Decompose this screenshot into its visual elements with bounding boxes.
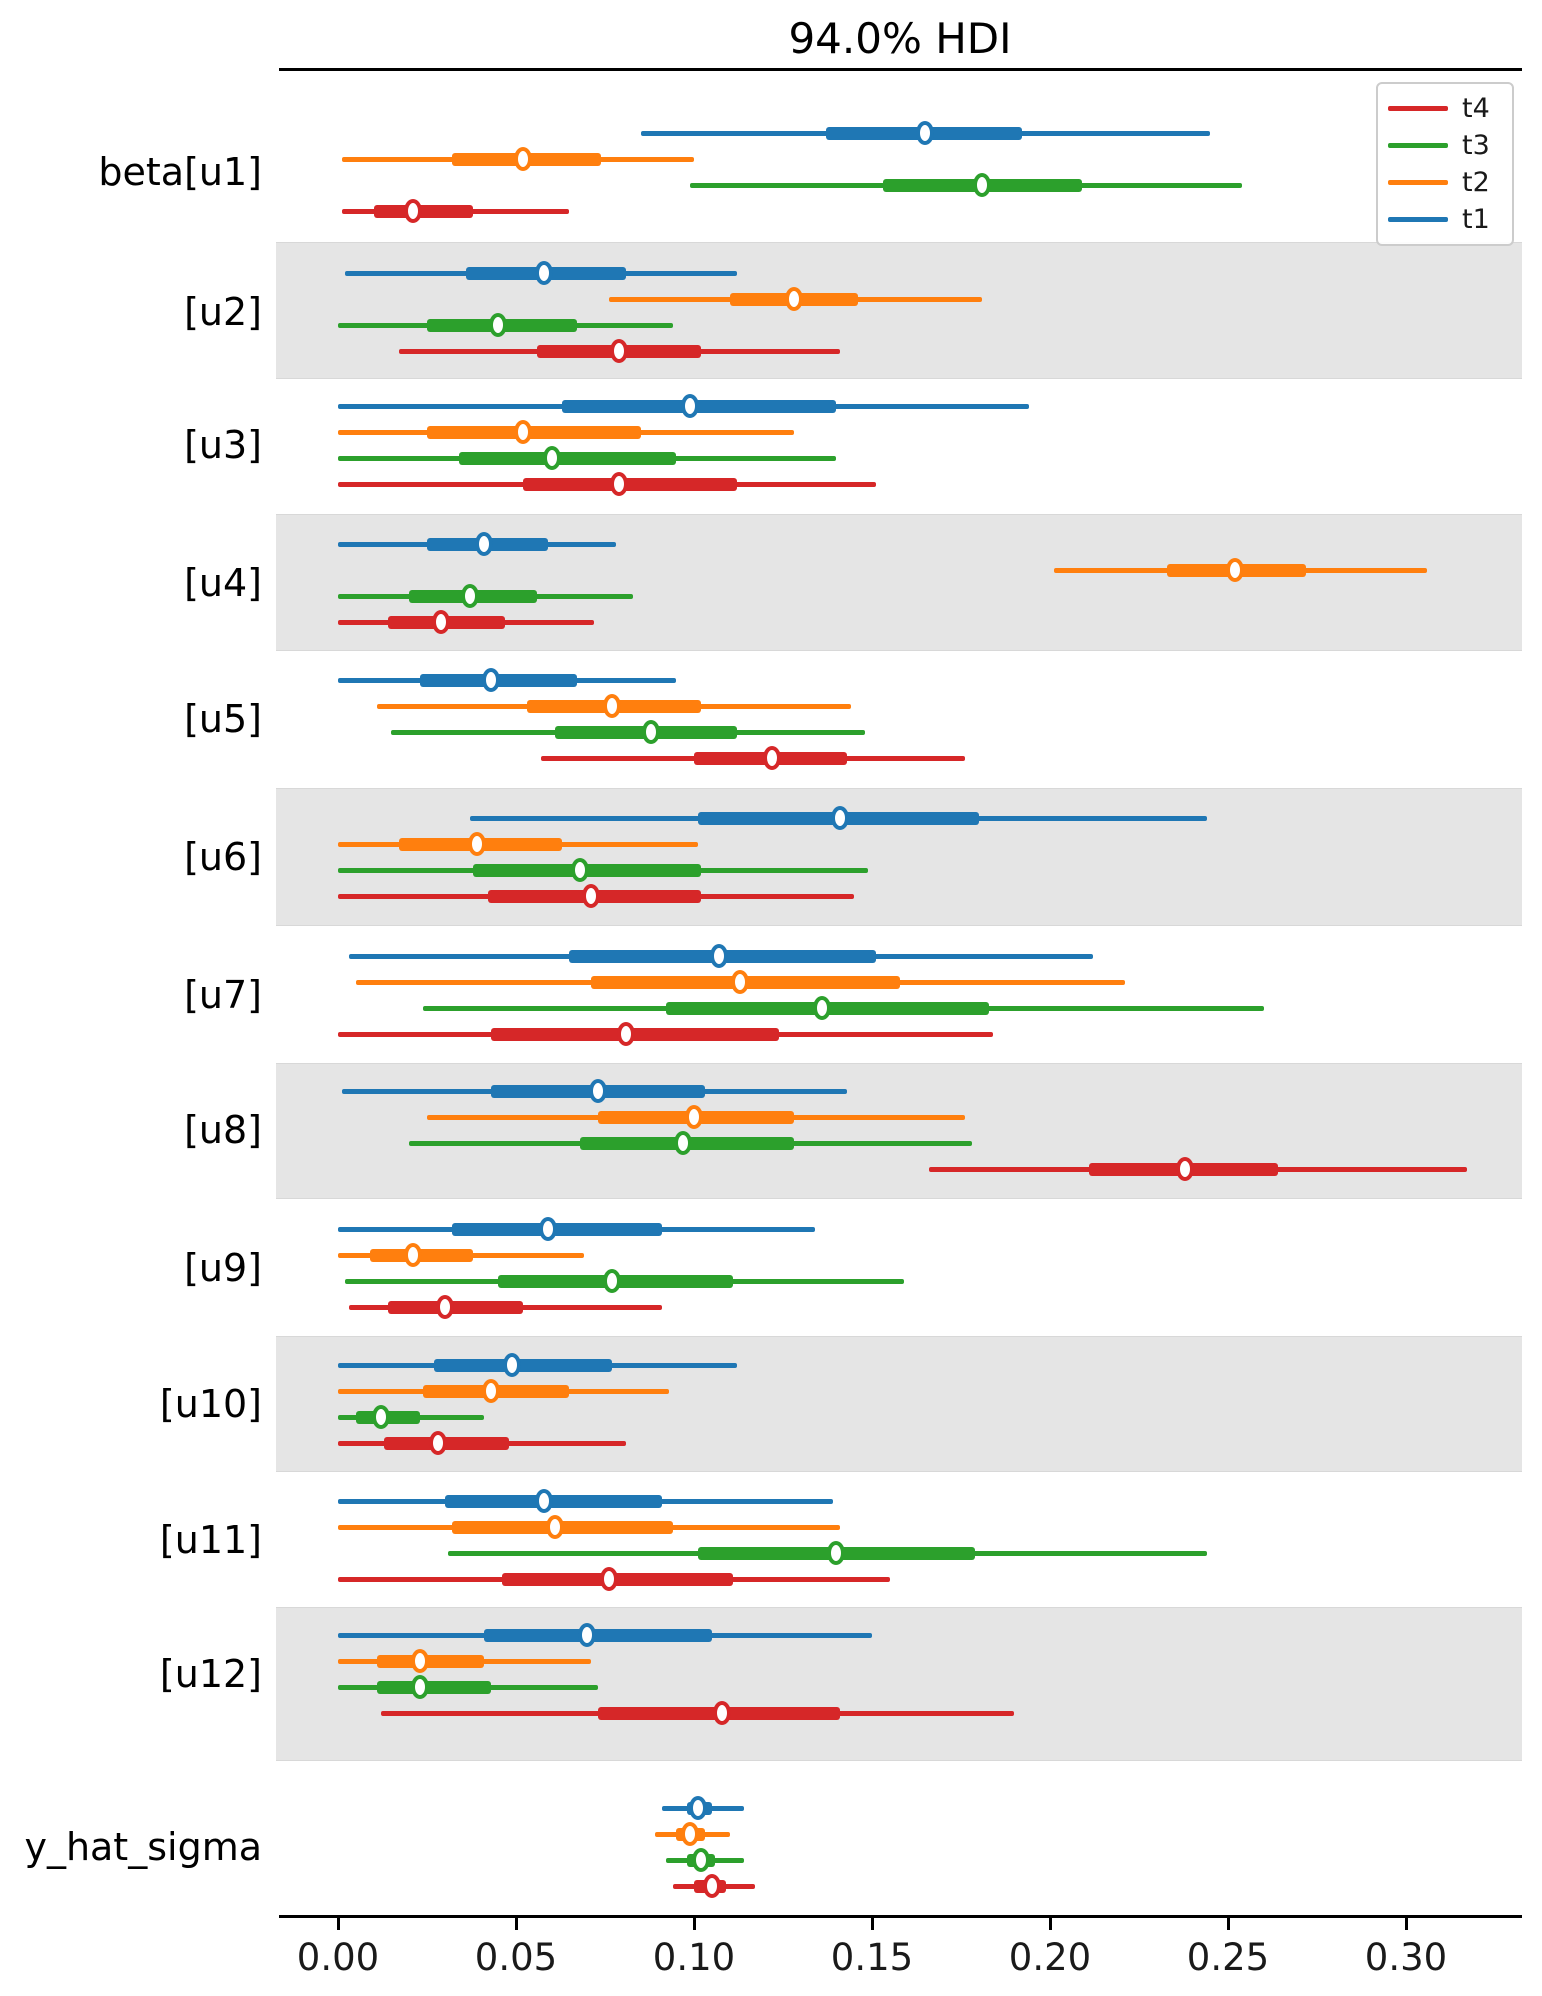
x-tick-label: 0.10: [652, 1936, 736, 1979]
y-axis-label: [u11]: [159, 1518, 262, 1562]
x-tick-label: 0.15: [830, 1936, 914, 1979]
legend-item: [1388, 132, 1502, 159]
legend-line-swatch: [1388, 180, 1448, 185]
y-axis-label: [u8]: [184, 1108, 262, 1152]
legend-item: [1388, 95, 1502, 122]
y-axis-label: [u5]: [184, 697, 262, 741]
legend-line-swatch: [1388, 143, 1448, 148]
y-axis-label: [u3]: [184, 423, 262, 467]
y-axis-label: [u10]: [159, 1382, 262, 1426]
legend-item: [1388, 169, 1502, 196]
legend-line-swatch: [1388, 106, 1448, 111]
legend: [1376, 82, 1514, 246]
legend-item: [1388, 206, 1502, 233]
x-tick-label: 0.25: [1186, 1936, 1270, 1979]
y-axis-label: beta[u1]: [98, 150, 262, 194]
x-tick-label: 0.00: [296, 1936, 380, 1979]
legend-label: t1: [1462, 204, 1490, 235]
chart-title: 94.0% HDI: [788, 14, 1012, 63]
legend-label: t4: [1462, 93, 1490, 124]
y-axis-label: y_hat_sigma: [24, 1825, 262, 1869]
x-tick-label: 0.20: [1008, 1936, 1092, 1979]
y-axis-label: [u9]: [184, 1246, 262, 1290]
legend-line-swatch: [1388, 217, 1448, 222]
x-tick-label: 0.05: [474, 1936, 558, 1979]
y-axis-label: [u12]: [159, 1652, 262, 1696]
x-tick-label: 0.30: [1364, 1936, 1448, 1979]
y-axis-label: [u4]: [184, 561, 262, 605]
legend-label: t3: [1462, 130, 1490, 161]
legend-label: t2: [1462, 167, 1490, 198]
y-axis-label: [u2]: [184, 290, 262, 334]
y-axis-label: [u6]: [184, 835, 262, 879]
y-axis-label: [u7]: [184, 973, 262, 1017]
